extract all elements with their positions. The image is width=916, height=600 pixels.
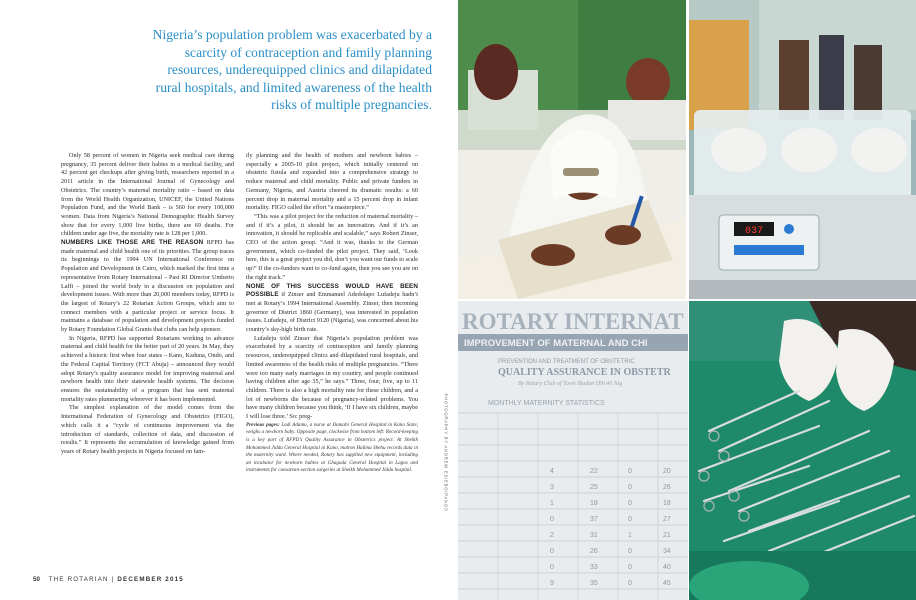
photo-nurse-writing-image [458,0,686,299]
svg-text:27: 27 [663,516,671,523]
svg-text:0: 0 [628,548,632,555]
svg-text:20: 20 [663,468,671,475]
svg-text:33: 33 [590,564,598,571]
svg-text:35: 35 [590,580,598,587]
paragraph [246,283,418,335]
paragraph: ily planning and the health of mothers and newborn babies – especially a 2005-10 pilot project, which initially centered on obstetric fistula and expanded into a comprehensive strategy to reduce maternal and child mortality. Public and private funders in Germany, Nigeria, and Austria cheered its dramatic results: a 60 percent drop in maternal mortality and a 15 percent drop in infant mortality. FIGO called the effort “a masterpiece.” [246,152,418,212]
photo-credit-text: PHOTOGRAPHY BY ANDREW ESIEBO/PANOS [443,393,449,512]
page-number: 50 [33,576,40,583]
svg-text:22: 22 [590,468,598,475]
svg-text:9: 9 [550,580,554,587]
svg-text:4: 4 [550,468,554,475]
svg-text:1: 1 [628,532,632,539]
svg-text:31: 31 [590,532,598,539]
sheet-subtitle-1: PREVENTION AND TREATMENT OF OBSTETRIC [498,359,635,365]
svg-text:26: 26 [663,484,671,491]
svg-text:45: 45 [663,580,671,587]
text-column-right [246,152,418,475]
svg-text:18: 18 [590,500,598,507]
paragraph: “This was a pilot project for the reduction of maternal mortality – and if it’s a pilot, it should be an innovation. And if it’s an innovation, it should be replicable and scalable,” says Robert Zinser, CEO of the action group. “And it was, thanks to the German government, which co-funded the pilot project. They said, ‘Look here, this is a great project you did, don’t you want our funds to scale up?’ If the co-funders want to co-fund again, then you see you are on the right track.” [246,212,418,281]
paragraph: Lufadeju told Zinser that Nigeria’s population problem was exacerbated by a scarcity of contraception and family planning resources, underequipped clinics and dilapidated rural hospitals, and limited awareness of the health risks of multiple pregnancies. “There were too many early marriages in my country, and people continued having children after age 35,” he says.” Three, four, five, up to 11 children. There is also a high mortality rate for these children, and a lot of newborns die because of pregnancy-related problems. You have many children because you think, ‘If I have six children, maybe I will lose three.’ So: preg- [246,334,418,421]
paragraph: Only 58 percent of women in Nigeria seek medical care during pregnancy, 35 percent deliver their babies in a medical facility, and 42 percent get checkups after giving birth, researchers reported in a 2011 article in the International Journal of Gynecology and Obstetrics. The country’s maternal mortality ratio – based on data from the World Health Organization, UNICEF, the United Nations Population Fund, and the World Bank – is 560 for every 100,000 women. Data from Nigeria’s National Demographic Health Survey show that for every 1,000 live births, there are 69 deaths. For children under age five, the mortality rate is 128 per 1,000. [61,152,234,238]
svg-text:26: 26 [590,548,598,555]
photo-statistics-sheet-image [458,301,688,600]
folio-separator: | [111,576,115,583]
photo-nurse-writing [458,0,686,299]
svg-text:0: 0 [628,484,632,491]
caption-lead: Previous pages: [246,421,280,428]
svg-text:0: 0 [550,564,554,571]
svg-text:40: 40 [663,564,671,571]
pull-quote: Nigeria’s population problem was exacerbated by a scarcity of contraception and family planning resources, underequipped clinics and dilapidated rural hospitals, and limited awareness of the health risks of multiple pregnancies. [152,27,432,113]
svg-text:0: 0 [550,548,554,555]
sheet-subtitle-2: QUALITY ASSURANCE IN OBSTETR [498,367,671,378]
photo-statistics-sheet [458,301,688,600]
photo-incubator-image [689,0,916,299]
svg-text:34: 34 [663,548,671,555]
svg-text:0: 0 [628,468,632,475]
caption-text: Ladi Adamu, a nurse at Dumabi General Hospital in Kano State, weighs a newborn baby. Opposite page, clockwise from bottom left: Record-keeping is a key part of RFPD’s Quality Assurance in Obstetrics project. At Sheikh Mohammed Jiddu General Hospital in Kano, matron Halima Shehu records data in the maternity ward. Where needed, Rotary has supplied new equipment, including an incubator for newborn babies at Gbagada General Hospital in Lagos and instruments for caesarean-section surgeries at Sheikh Mohammed Jiddu hospital. [246,421,418,474]
svg-text:21: 21 [663,532,671,539]
publication-name: THE ROTARIAN [48,576,109,583]
sheet-stats-heading: MONTHLY MATERNITY STATISTICS [488,400,605,407]
photo-credit [441,393,449,566]
sheet-title: ROTARY INTERNAT [462,309,684,334]
svg-text:18: 18 [663,500,671,507]
svg-text:1: 1 [550,500,554,507]
sheet-subtitle-3: By Rotary Club of Town Ibadan D9140 Nig [518,381,623,387]
svg-text:0: 0 [550,516,554,523]
photo-surgical-instruments-image [689,301,916,600]
sheet-banner: IMPROVEMENT OF MATERNAL AND CHI [464,338,648,349]
folio-left [27,576,184,583]
svg-text:0: 0 [628,516,632,523]
svg-text:37: 37 [590,516,598,523]
incubator-display: 037 [744,226,764,237]
run-in-heading: NUMBERS LIKE THOSE ARE THE REASON [61,239,204,247]
paragraph: The simplest explanation of the model comes from the International Federation of Gynecology and Obstetrics (FIGO), which calls it a “cycle of continuous improvement via the introduction of standards, collection of data, and discussion of results.” It represents the accumulation of knowledge gained from years of Rotary health projects in Nigeria focused on fam- [61,404,234,455]
svg-text:0: 0 [628,500,632,507]
run-in-heading: NONE OF THIS SUCCESS WOULD HAVE BEEN POSSIBLE [246,282,418,299]
paragraph: In Nigeria, RFPD has supported Rotarians working to advance maternal and child health for the better part of 20 years. In May, they achieved a historic first when four states – Kano, Kaduna, Ondo, and the Federal Capital Territory (FCT Abuja) – announced they would adopt Rotary’s quality assurance model for improving maternal and newborn health into their statewide health systems. The decision ensures the sustainability of a program that has sent maternal mortality rates plummeting wherever it has been implemented. [61,334,234,403]
svg-text:0: 0 [628,564,632,571]
svg-text:0: 0 [628,580,632,587]
svg-text:25: 25 [590,484,598,491]
svg-text:3: 3 [550,484,554,491]
paragraph-text: if Zinser and Emmanuel Adedolapo Lufadeju hadn’t met at Rotary’s 1994 International Assembly. Zinser, then incoming governor of District 1860 (Germany), was interested in population issues. Lufadeju, of District 9120 (Nigeria), was concerned about his country’s sky-high birth rate. [246,291,418,334]
photo-caption [246,422,418,475]
svg-text:2: 2 [550,532,554,539]
paragraph [61,239,234,335]
issue-date: DECEMBER 2015 [117,576,184,583]
photo-surgical-instruments [689,301,916,600]
paragraph-text: RFPD has made maternal and child health one of its priorities. The group traces its beginnings to the 1994 UN International Conference on Population and Development in Cairo, which marked the first time a representative from Rotary International – Past RI Director Umberto Laffi – joined the world body in a discussion on population and development issues. With more than 20,000 members today, RFPD is the largest of Rotary’s 22 Rotarian Action Groups, which aim to connect members with a particular project or service focus. It maintains a database of population and development projects funded by Rotary Foundation Global Grants that clubs can help sponsor. [61,239,235,334]
text-column-left [61,152,234,457]
photo-incubator [689,0,916,299]
